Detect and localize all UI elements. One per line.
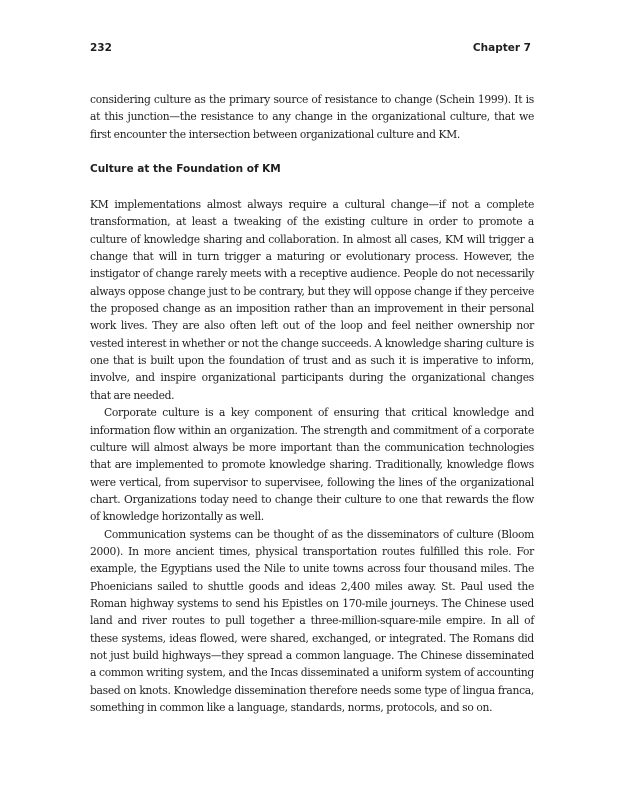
page-body — [90, 91, 534, 716]
body-paragraph: Communication systems can be thought of as the disseminators of culture (Bloom 2000). In more ancient times, physical transportation routes fulfilled this role. For example, the Egyptians used the Nile to unite towns across four thousand miles. The Phoenicians sailed to shuttle goods and ideas 2,400 miles away. St. Paul used the Roman highway systems to send his Epistles on 170-mile journeys. The Chinese used land and river routes to pull together a three-million-square-mile empire. In all of these systems, ideas flowed, were shared, exchanged, or integrated. The Romans did not just build highways—they spread a common language. The Chinese disseminated a common writing system, and the Incas disseminated a uniform system of accounting based on knots. Knowledge dissemination therefore needs some type of lingua franca, something in common like a language, standards, norms, protocols, and so on. — [90, 527, 534, 714]
page-number: 232 — [90, 42, 112, 54]
running-head: Chapter 7 — [472, 42, 531, 54]
body-paragraph: Corporate culture is a key component of ensuring that critical knowledge and information flow within an organization. The strength and commitment of a corporate culture will almost always be more important than the communication technologies that are implemented to promote knowledge sharing. Traditionally, knowledge flows were vertical, from supervisor to supervisee, following the lines of the organizational chart. Organizations today need to change their culture to one that rewards the flow of knowledge horizontally as well. — [90, 406, 534, 524]
section-heading: Culture at the Foundation of KM — [90, 163, 281, 176]
body-paragraph: KM implementations almost always require a cultural change—if not a complete transformation, at least a tweaking of the existing culture in order to promote a culture of knowledge sharing and collaboration. In almost all cases, KM will trigger a change that will in turn trigger a maturing or evolutionary process. However, the instigator of change rarely meets with a receptive audience. People do not necessarily always oppose change just to be contrary, but they will oppose change if they perceive the proposed change as an imposition rather than an improvement in their personal work lives. They are also often left out of the loop and feel neither ownership nor vested interest in whether or not the change succeeds. A knowledge sharing culture is one that is built upon the foundation of trust and as such it is imperative to inform, involve, and inspire organizational participants during the organizational changes that are needed. — [90, 198, 534, 402]
intro-paragraph: considering culture as the primary source of resistance to change (Schein 1999). It is at this junction—the resistance to any change in the organizational culture, that we first encounter the intersection between organizational culture and KM. — [90, 93, 534, 141]
